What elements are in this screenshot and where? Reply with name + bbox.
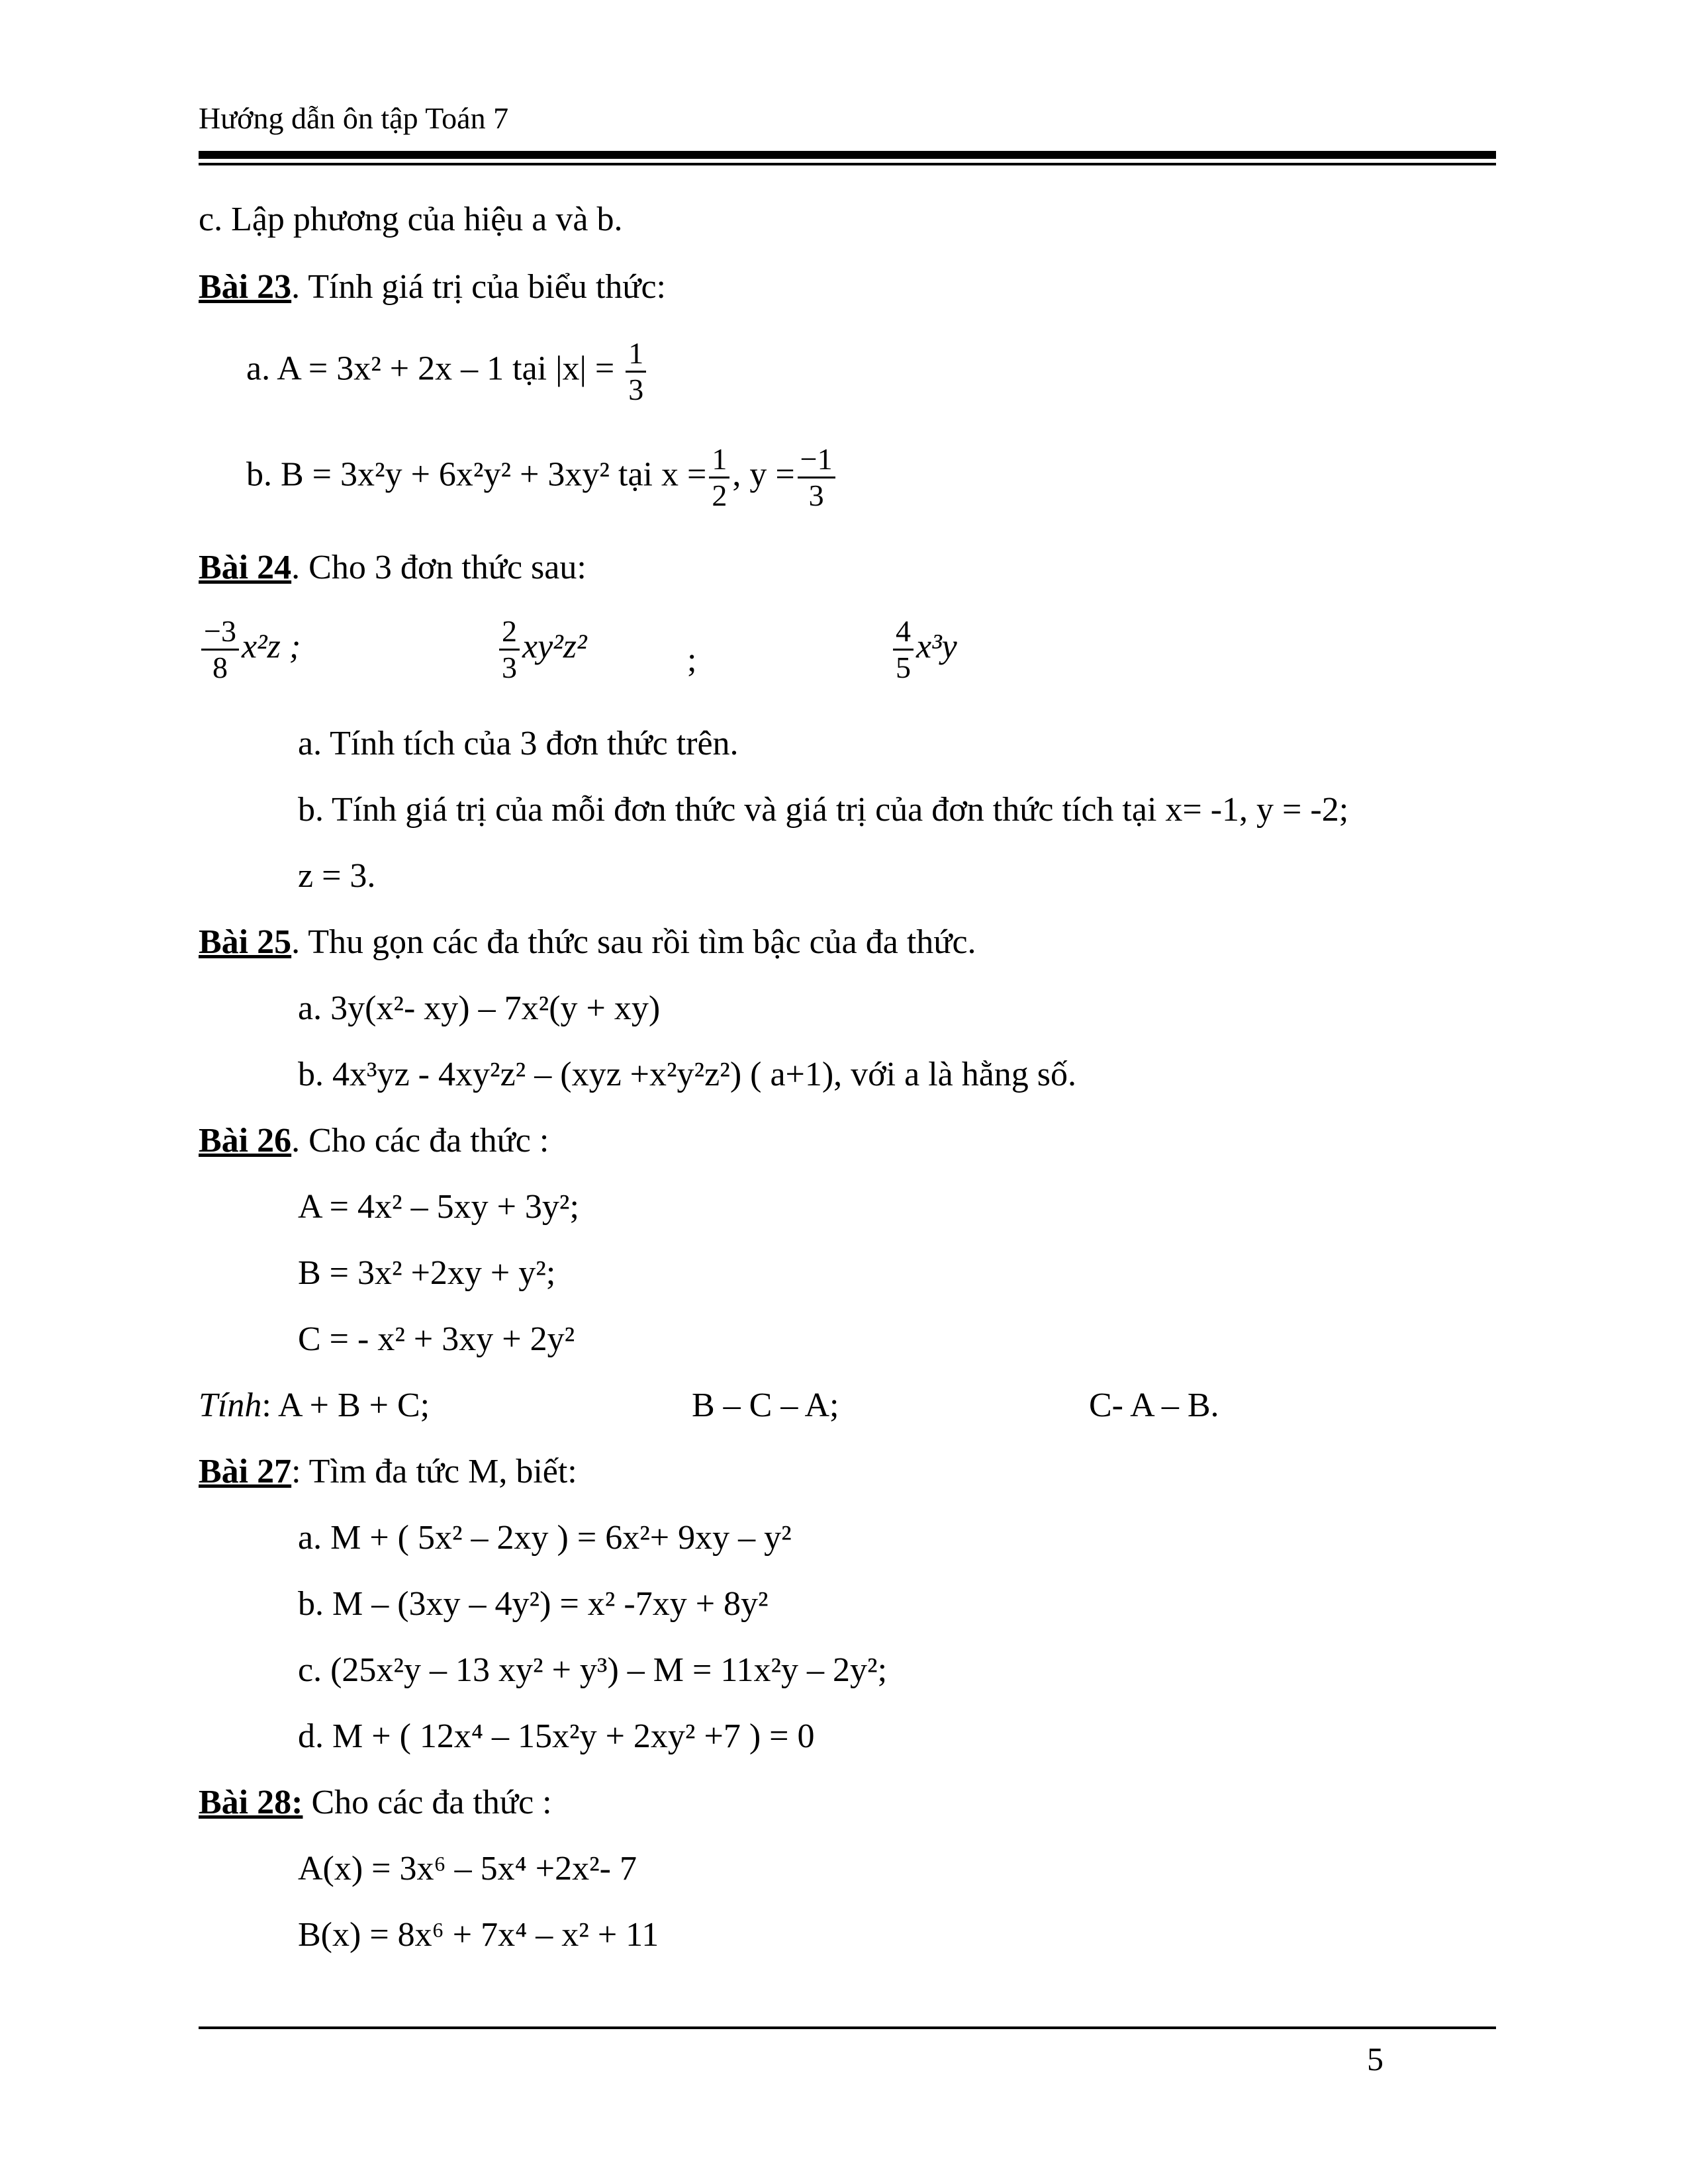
exercise-28-label: Bài 28: <box>199 1784 303 1821</box>
exercise-25-a: a. 3y(x²- xy) – 7x²(y + xy) <box>298 989 661 1027</box>
exercise-25-b: b. 4x³yz - 4xy²z² – (xyz +x²y²z²) ( a+1), với a là hằng số. <box>298 1056 1077 1093</box>
exercise-23-b-mid: , y = <box>732 455 795 494</box>
polynomial-Ax: A(x) = 3x⁶ – 5x⁴ +2x²- 7 <box>298 1850 637 1888</box>
fraction-numerator: 1 <box>709 442 729 478</box>
fraction-numerator: 2 <box>499 614 520 651</box>
fraction-numerator: −3 <box>201 614 239 651</box>
exercise-27-c: c. (25x²y – 13 xy² + y³) – M = 11x²y – 2y²; <box>298 1651 888 1689</box>
exercise-24-a: a. Tính tích của 3 đơn thức trên. <box>298 725 739 762</box>
exercise-28-text: Cho các đa thức : <box>303 1784 552 1821</box>
polynomial-B: B = 3x² +2xy + y²; <box>298 1254 556 1292</box>
fraction-denominator: 8 <box>212 651 228 684</box>
monomial-3-variables: x³y <box>916 627 957 666</box>
fraction-x-value <box>709 442 729 513</box>
compute-line <box>199 1385 430 1427</box>
polynomial-A: A = 4x² – 5xy + 3y²; <box>298 1188 579 1226</box>
exercise-25-text: . Thu gọn các đa thức sau rồi tìm bậc của đa thức. <box>291 923 976 961</box>
footer-rule <box>199 2026 1496 2029</box>
exercise-24-text: . Cho 3 đơn thức sau: <box>291 549 586 586</box>
compute-expr-3: C- A – B. <box>1089 1387 1219 1424</box>
compute-label: Tính <box>199 1387 262 1424</box>
exercise-26-heading <box>199 1120 549 1162</box>
exercise-25-heading <box>199 921 976 964</box>
exercise-23-a <box>246 336 649 407</box>
monomial-2 <box>496 614 587 685</box>
exercise-27-d: d. M + ( 12x⁴ – 15x²y + 2xy² +7 ) = 0 <box>298 1717 815 1755</box>
header-rule-thick <box>199 151 1496 159</box>
header-rule-thin <box>199 163 1496 165</box>
exercise-24-b: b. Tính giá trị của mỗi đơn thức và giá trị của đơn thức tích tại x= -1, y = -2; <box>298 791 1349 829</box>
fraction-denominator: 3 <box>502 651 517 684</box>
fraction-denominator: 3 <box>628 373 644 406</box>
exercise-24-label: Bài 24 <box>199 549 292 586</box>
exercise-24-heading <box>199 547 586 589</box>
exercise-25-label: Bài 25 <box>199 923 292 961</box>
exercise-24-b-cont: z = 3. <box>298 857 376 895</box>
monomial-3 <box>890 614 957 685</box>
monomial-1-variables: x²z ; <box>241 627 301 666</box>
fraction-y-value <box>798 442 835 513</box>
fraction-denominator: 3 <box>808 478 824 512</box>
exercise-23-label: Bài 23 <box>199 268 292 306</box>
monomial-1-coefficient <box>201 614 239 685</box>
exercise-27-label: Bài 27 <box>199 1453 292 1490</box>
compute-expr-1: : A + B + C; <box>261 1387 430 1424</box>
polynomial-Bx: B(x) = 8x⁶ + 7x⁴ – x² + 11 <box>298 1916 659 1954</box>
exercise-26-label: Bài 26 <box>199 1122 292 1160</box>
monomial-2-variables: xy²z² <box>522 627 587 666</box>
exercise-23-a-text: a. A = 3x² + 2x – 1 tại |x| = <box>246 349 624 388</box>
page-number: 5 <box>1367 2040 1383 2077</box>
monomial-3-coefficient <box>893 614 914 685</box>
monomial-2-coefficient <box>499 614 520 685</box>
polynomial-C: C = - x² + 3xy + 2y² <box>298 1320 575 1358</box>
exercise-23-b <box>246 442 838 513</box>
fraction-numerator: 4 <box>893 614 914 651</box>
fraction-denominator: 2 <box>712 478 727 512</box>
exercise-27-text: : Tìm đa tức M, biết: <box>291 1453 577 1490</box>
exercise-27-heading <box>199 1451 577 1493</box>
exercise-26-text: . Cho các đa thức : <box>291 1122 549 1160</box>
running-header: Hướng dẫn ôn tập Toán 7 <box>199 101 509 135</box>
compute-expr-2: B – C – A; <box>692 1387 839 1424</box>
monomial-1 <box>199 614 301 685</box>
exercise-23-heading <box>199 266 666 308</box>
monomial-2-separator: ; <box>687 641 697 679</box>
exercise-27-b: b. M – (3xy – 4y²) = x² -7xy + 8y² <box>298 1585 769 1623</box>
exercise-23-text: . Tính giá trị của biểu thức: <box>291 268 666 306</box>
exercise-28-heading <box>199 1782 552 1824</box>
fraction-denominator: 5 <box>896 651 911 684</box>
fraction-numerator: 1 <box>626 336 646 373</box>
exercise-27-a: a. M + ( 5x² – 2xy ) = 6x²+ 9xy – y² <box>298 1519 792 1557</box>
fraction-numerator: −1 <box>798 442 835 478</box>
exercise-23-b-text: b. B = 3x²y + 6x²y² + 3xy² tại x = <box>246 455 707 494</box>
fraction-one-third <box>626 336 646 407</box>
item-c-cube-difference: c. Lập phương của hiệu a và b. <box>199 201 623 238</box>
